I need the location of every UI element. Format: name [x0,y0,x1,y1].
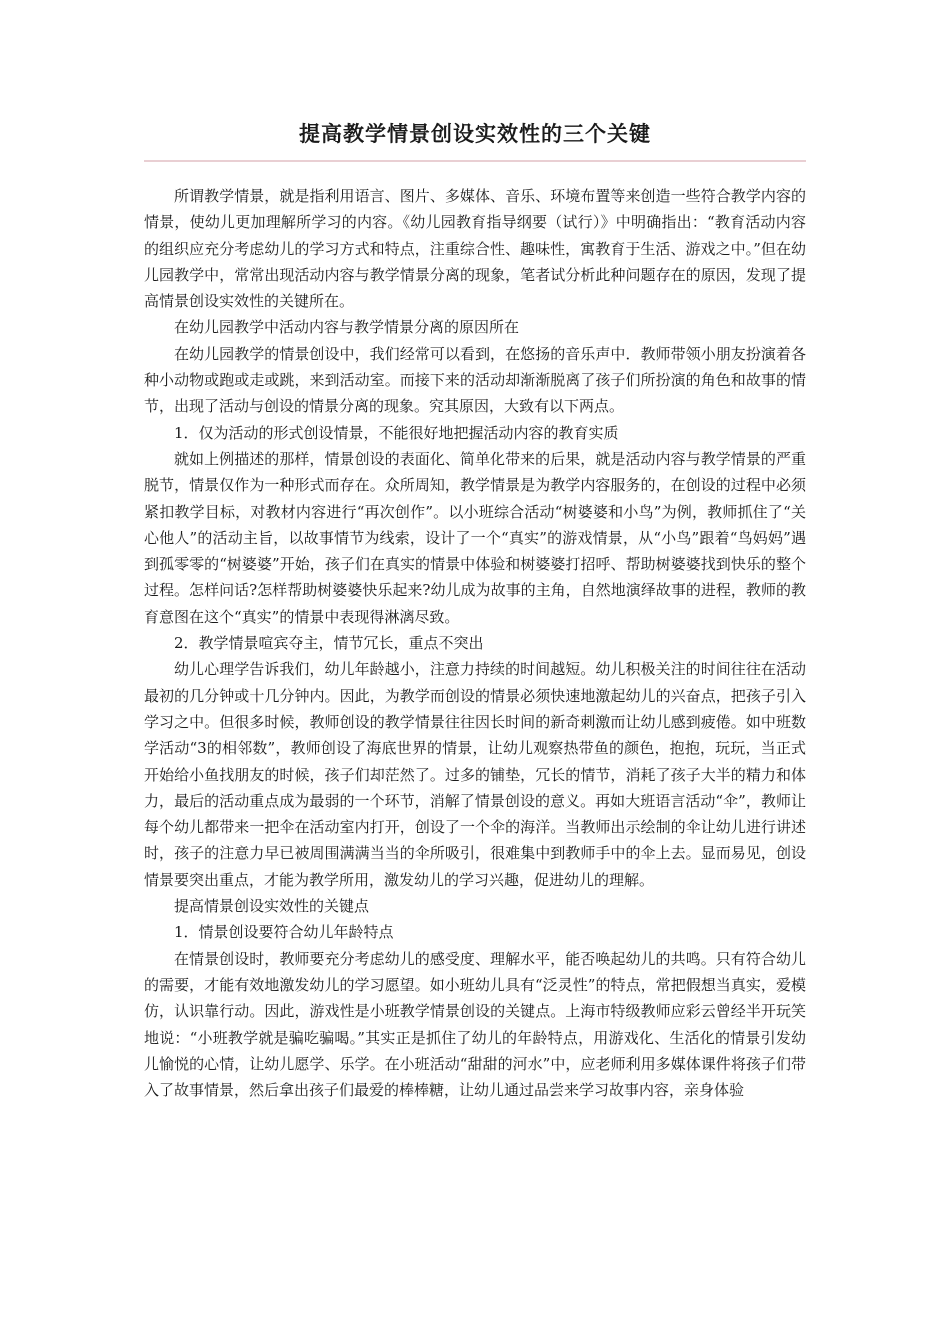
section-heading: 提高情景创设实效性的关键点 [174,897,370,916]
paragraph: 在情景创设时，教师要充分考虑幼儿的感受度、理解水平，能否唤起幼儿的共鸣。只有符合幼儿的需要，才能有效地激发幼儿的学习愿望。如小班幼儿具有“泛灵性”的特点，常把假想当真实，爱模仿，认识靠行动。因此，游戏性是小班教学情景创设的关键点。上海市特级教师应彩云曾经半开玩笑地说：“小班教学就是骗吃骗喝。”其实正是抓住了幼儿的年龄特点，用游戏化、生活化的情景引发幼儿愉悦的心情，让幼儿愿学、乐学。在小班活动“甜甜的河水”中，应老师利用多媒体课件将孩子们带入了故事情景，然后拿出孩子们最爱的棒棒糖，让幼儿通过品尝来学习故事内容，亲身体验 [144,949,806,1100]
subsection-heading: 1．仅为活动的形式创设情景，不能很好地把握活动内容的教育实质 [174,423,619,442]
document-title: 提高教学情景创设实效性的三个关键 [299,122,651,146]
paragraph: 在幼儿园教学的情景创设中，我们经常可以看到，在悠扬的音乐声中．教师带领小朋友扮演着各种小动物或跑或走或跳，来到活动室。而接下来的活动却渐渐脱离了孩子们所扮演的角色和故事的情节，出现了活动与创设的情景分离的现象。究其原因，大致有以下两点。 [144,344,806,416]
paragraph: 就如上例描述的那样，情景创设的表面化、简单化带来的后果，就是活动内容与教学情景的严重脱节，情景仅作为一种形式而存在。众所周知，教学情景是为教学内容服务的，在创设的过程中必须紧扣教学目标，对教材内容进行“再次创作”。以小班综合活动“树婆婆和小鸟”为例，教师抓住了“关心他人”的活动主旨，以故事情节为线索，设计了一个“真实”的游戏情景，从“小鸟”跟着“鸟妈妈”遇到孤零零的“树婆婆”开始，孩子们在真实的情景中体验和树婆婆打招呼、帮助树婆婆找到快乐的整个过程。怎样问话?怎样帮助树婆婆快乐起来?幼儿成为故事的主角，自然地演绎故事的进程，教师的教育意图在这个“真实”的情景中表现得淋漓尽致。 [144,449,806,626]
section-heading: 在幼儿园教学中活动内容与教学情景分离的原因所在 [174,318,520,337]
subsection-heading: 2．教学情景喧宾夺主，情节冗长，重点不突出 [174,634,484,653]
paragraph: 所谓教学情景，就是指利用语言、图片、多媒体、音乐、环境布置等来创造一些符合教学内容的情景，使幼儿更加理解所学习的内容。《幼儿园教育指导纲要（试行）》中明确指出：“教育活动内容的组织应充分考虑幼儿的学习方式和特点，注重综合性、趣味性，寓教育于生活、游戏之中。”但在幼儿园教学中，常常出现活动内容与教学情景分离的现象，笔者试分析此种问题存在的原因，发现了提高情景创设实效性的关键所在。 [144,187,806,311]
document-body [144,183,806,1103]
paragraph: 幼儿心理学告诉我们，幼儿年龄越小，注意力持续的时间越短。幼儿积极关注的时间往往在活动最初的几分钟或十几分钟内。因此，为教学而创设的情景必须快速地激起幼儿的兴奋点，把孩子引入学习之中。但很多时候，教师创设的教学情景往往因长时间的新奇刺激而让幼儿感到疲倦。如中班数学活动“3的相邻数”，教师创设了海底世界的情景，让幼儿观察热带鱼的颜色，抱抱，玩玩，当正式开始给小鱼找朋友的时候，孩子们却茫然了。过多的铺垫，冗长的情节，消耗了孩子大半的精力和体力，最后的活动重点成为最弱的一个环节，消解了情景创设的意义。再如大班语言活动“伞”，教师让每个幼儿都带来一把伞在活动室内打开，创设了一个伞的海洋。当教师出示绘制的伞让幼儿进行讲述时，孩子的注意力早已被周围满满当当的伞所吸引，很难集中到教师手中的伞上去。显而易见，创设情景要突出重点，才能为教学所用，激发幼儿的学习兴趣，促进幼儿的理解。 [144,660,806,889]
subsection-heading: 1．情景创设要符合幼儿年龄特点 [174,923,394,942]
title-divider [144,160,806,162]
